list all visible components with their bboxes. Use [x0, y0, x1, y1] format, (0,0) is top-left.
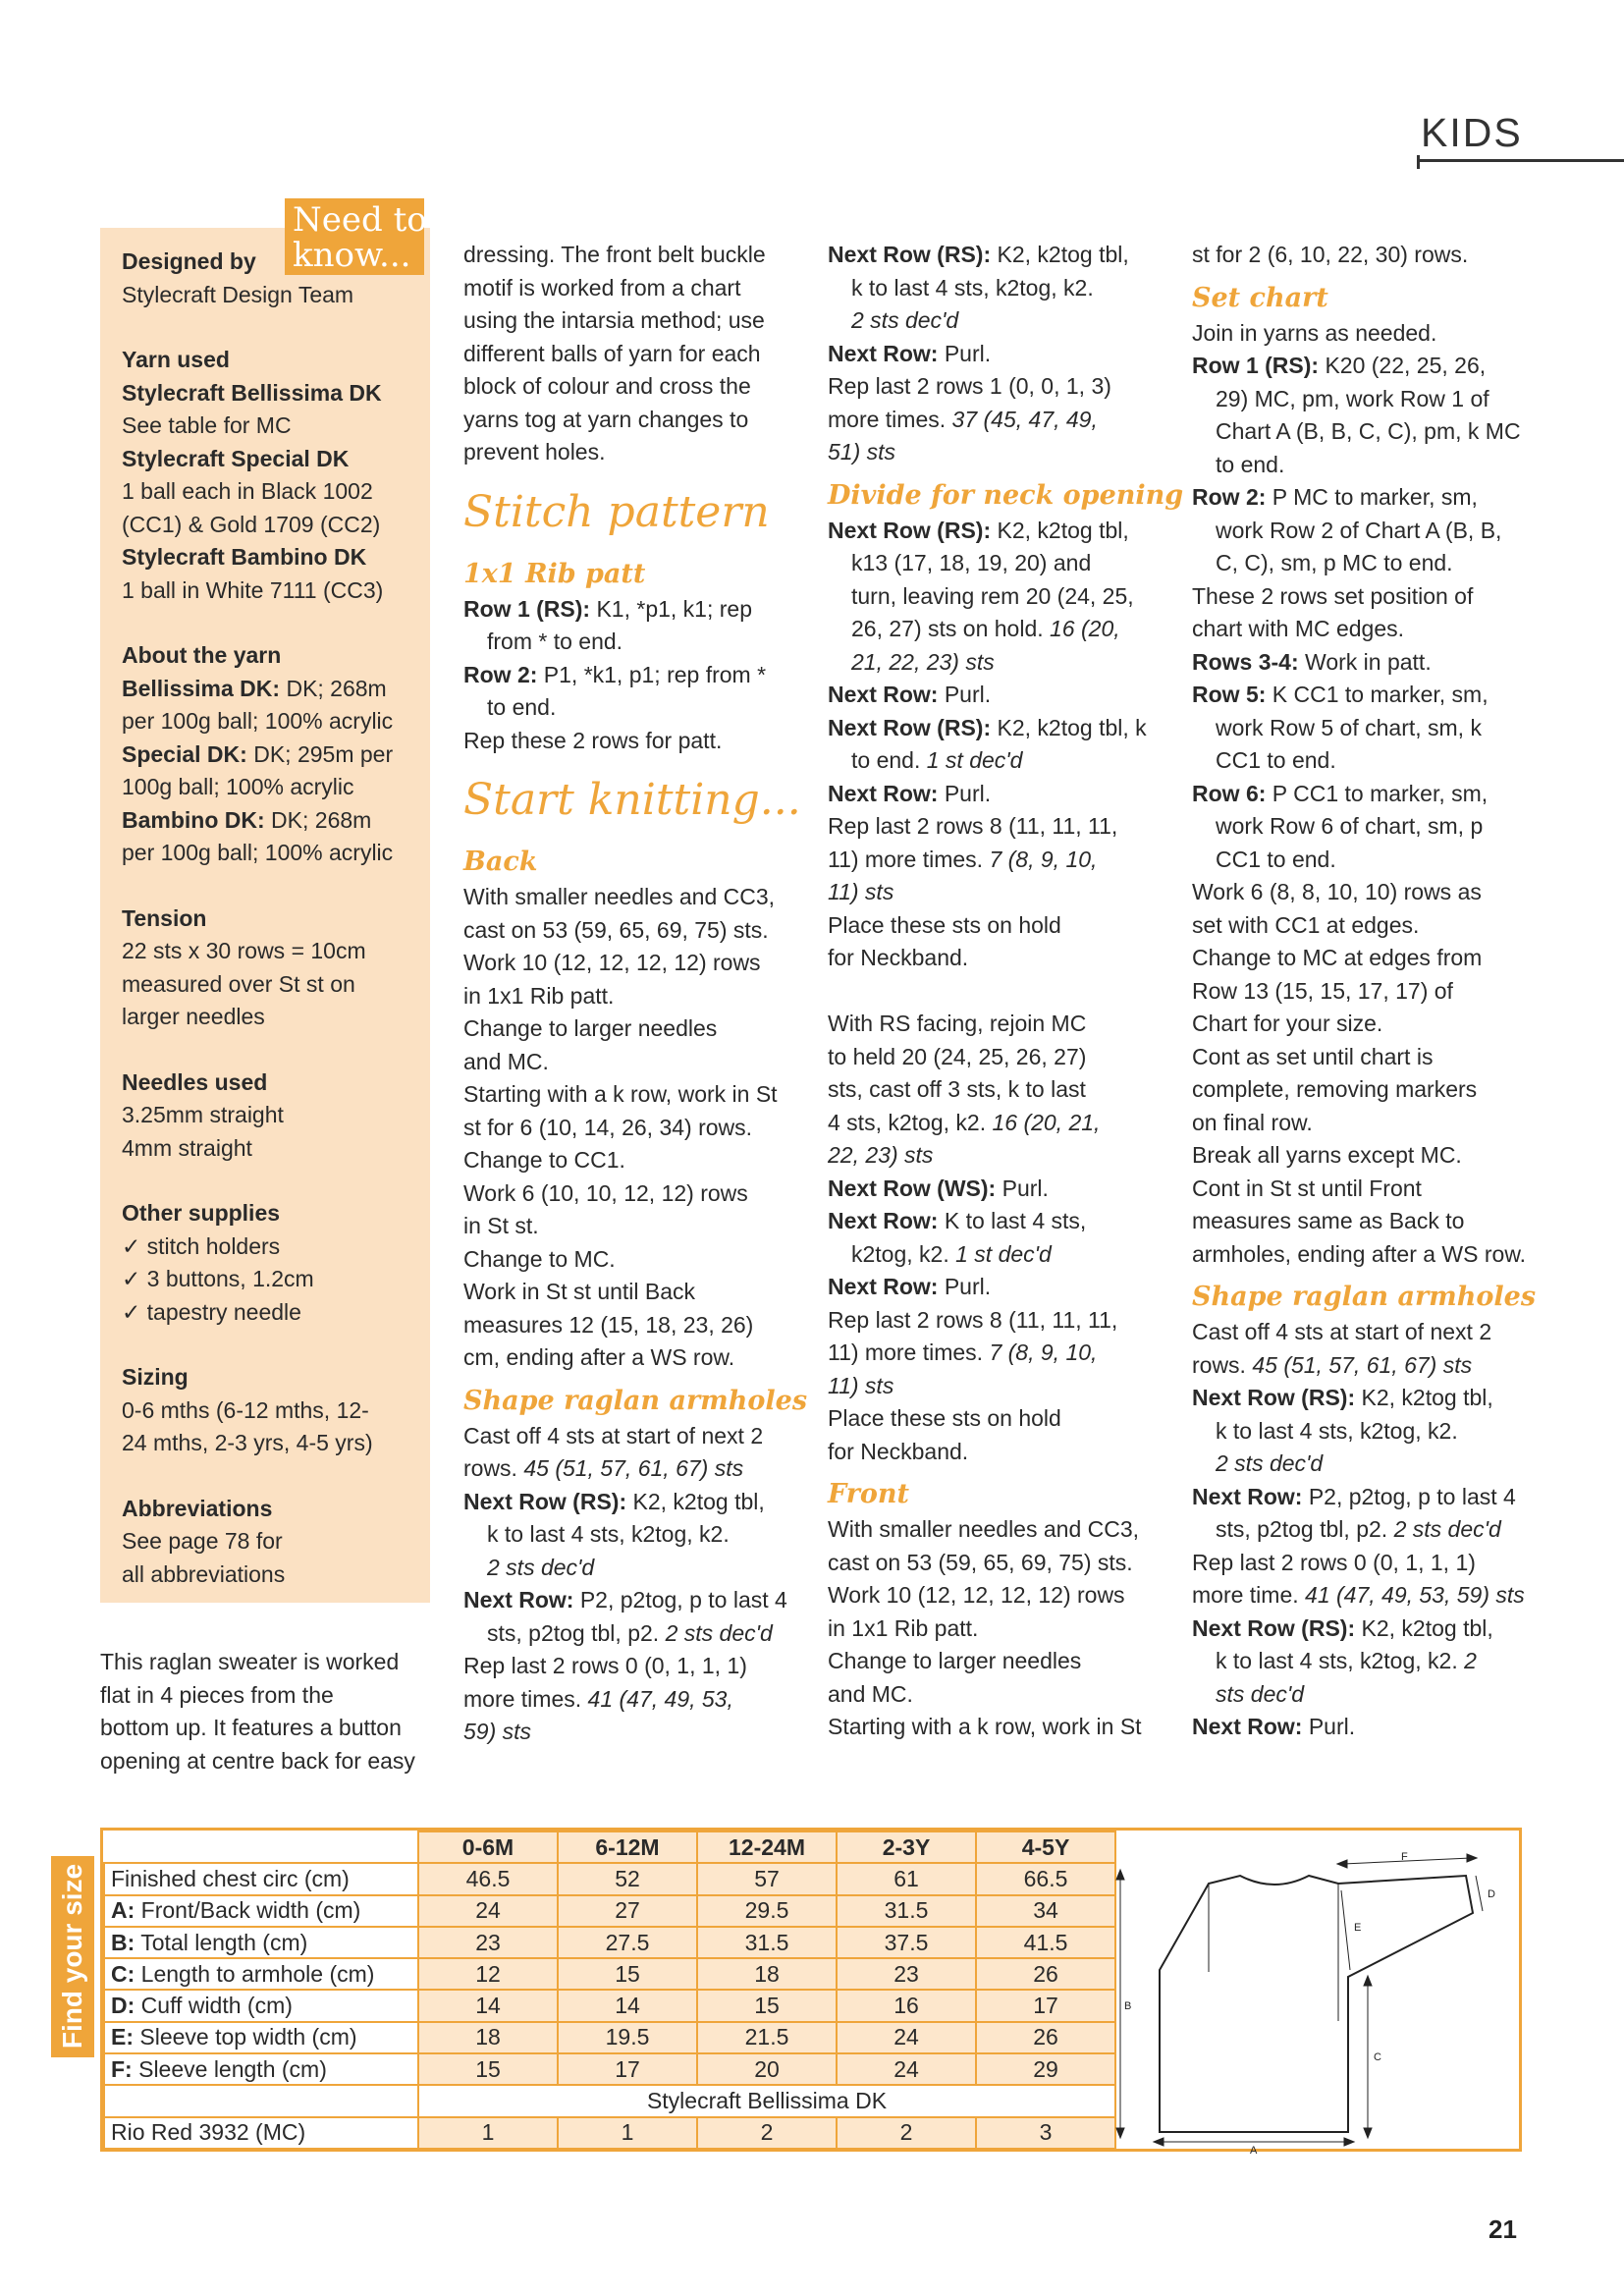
measurement-value: 19.5 — [558, 2022, 697, 2053]
yarn-2-name: Stylecraft Special DK — [122, 445, 350, 471]
intro-text: This raglan sweater is worked flat in 4 pieces from the bottom up. It features a button opening at centre back for easy — [100, 1649, 415, 1774]
measurement-value: 15 — [558, 1958, 697, 1990]
yarn-2-note: 1 ball each in Black 1002 — [122, 478, 373, 504]
supply-item: ✓ tapestry needle — [122, 1298, 301, 1325]
sidebar-content — [122, 246, 421, 1623]
about-yarn-2-text: 100g ball; 100% acrylic — [122, 774, 354, 799]
measurement-value: 37.5 — [837, 1927, 976, 1958]
measurement-value: 34 — [976, 1895, 1115, 1927]
abbreviations-label: Abbreviations — [122, 1495, 273, 1521]
sizing-line: 0-6 mths (6-12 mths, 12- — [122, 1396, 369, 1423]
yarn-3-note: 1 ball in White 7111 (CC3) — [122, 576, 384, 603]
intro-continued: motif is worked from a chart — [463, 274, 741, 301]
table-row — [104, 2022, 1115, 2053]
measurement-value: 16 — [837, 1990, 976, 2021]
table-row — [104, 1990, 1115, 2021]
section-rule — [1417, 159, 1624, 162]
measurement-value: 18 — [697, 1958, 837, 1990]
set-chart-heading: Set chart — [1192, 282, 1328, 313]
diagram-label-d: D — [1488, 1888, 1495, 1900]
measurement-value: 61 — [837, 1863, 976, 1894]
measurement-label: E: Sleeve top width (cm) — [104, 2022, 418, 2053]
intro-continued: dressing. The front belt buckle — [463, 242, 766, 267]
section-tag: KIDS — [1421, 110, 1523, 155]
measurement-value: 31.5 — [697, 1927, 837, 1958]
diagram-label-e: E — [1354, 1922, 1362, 1934]
yarn-heading-spacer — [104, 2085, 418, 2116]
measurement-value: 12 — [418, 1958, 558, 1990]
about-yarn-block — [122, 639, 421, 870]
tension-label: Tension — [122, 904, 207, 931]
yarn-heading-row — [104, 2085, 1115, 2116]
needle-item: 3.25mm straight — [122, 1102, 284, 1127]
measurement-value: 24 — [837, 2022, 976, 2053]
measurement-value: 21.5 — [697, 2022, 837, 2053]
stitch-pattern-heading: Stitch pattern — [463, 486, 770, 537]
intro-continued: block of colour and cross the — [463, 373, 751, 399]
measurement-value: 15 — [418, 2053, 558, 2085]
intro-continued: different balls of yarn for each — [463, 340, 761, 366]
needle-item: 4mm straight — [122, 1134, 252, 1161]
abbreviations-line: all abbreviations — [122, 1560, 286, 1587]
diagram-label-c: C — [1374, 2051, 1381, 2063]
designed-by-value: Stylecraft Design Team — [122, 281, 354, 307]
rib-pattern-heading: 1x1 Rib patt — [463, 558, 646, 589]
sizing-line: 24 mths, 2-3 yrs, 4-5 yrs) — [122, 1430, 373, 1455]
pattern-column-1: dressing. The front belt buckle motif is worked from a chart using the intarsia method; use different balls of yarn for each block of colour and cross the yarns tog at yarn changes to prevent holes. Stitch pattern 1x1 Rib patt Row 1 (RS): K1, *p1, k1; rep from * to end. Row 2: P1, *k1, p1; rep from * to end. Rep these 2 rows for patt. Start knitting... Back With smaller needles and CC3, cast on 53 (59, 65, 69, 75) sts. Work 10 (12, 12, 12, 12) rows in 1x1 Rib patt. Change to larger needles and MC. Starting with a k row, work in St st for 6 (10, 14, 26, 34) rows. Change to CC1. Work 6 (10, 10, 12, 12) rows in St st. Change to MC. Work in St st until Back measures 12 (15, 18, 23, 26) cm, ending after a WS row. Shape raglan armholes Cast off 4 sts at start of next 2 rows. 45 (51, 57, 61, 67) sts Next Row (RS): K2, k2tog tbl, k to last 4 sts, k2tog, k2. 2 sts dec'd Next Row: P2, p2tog, p to last 4 sts, p2tog tbl, p2. 2 sts dec'd Rep last 2 rows 0 (0, 1, 1, 1) more times. 41 (47, 49, 53, 59) sts — [463, 239, 805, 1749]
yarn-3-name: Stylecraft Bambino DK — [122, 544, 367, 570]
table-row — [104, 2117, 1115, 2149]
about-yarn-3-text: DK; 268m — [264, 806, 372, 833]
need-to-know-tab: Need to know... — [285, 198, 424, 275]
measurement-value: 29.5 — [697, 1895, 837, 1927]
yarn-used-block — [122, 344, 421, 607]
designed-by-label: Designed by — [122, 248, 256, 274]
diagram-label-b: B — [1124, 2000, 1132, 2012]
tension-block — [122, 902, 421, 1034]
needles-label: Needles used — [122, 1068, 268, 1095]
tension-line: 22 sts x 30 rows = 10cm — [122, 938, 366, 963]
yarn-1-note: See table for MC — [122, 412, 292, 438]
page-number: 21 — [1489, 2214, 1517, 2244]
yarn-quantity: 2 — [837, 2117, 976, 2149]
diagram-label-a: A — [1250, 2145, 1258, 2157]
measurement-label: Finished chest circ (cm) — [104, 1863, 418, 1894]
size-header-row — [104, 1831, 1115, 1863]
size-header: 4-5Y — [976, 1831, 1115, 1863]
yarn-1-name: Stylecraft Bellissima DK — [122, 379, 382, 406]
raglan-heading-back: Shape raglan armholes — [463, 1385, 808, 1416]
size-header: 12-24M — [697, 1831, 837, 1863]
measurement-label: C: Length to armhole (cm) — [104, 1958, 418, 1990]
pattern-column-2: Next Row (RS): K2, k2tog tbl, k to last 4 sts, k2tog, k2. 2 sts dec'd Next Row: Purl. Rep last 2 rows 1 (0, 0, 1, 3) more times. 37 (45, 47, 49, 51) sts Divide for neck opening Next Row (RS): K2, k2tog tbl, k13 (17, 18, 19, 20) and turn, leaving rem 20 (24, 25, 26, 27) sts on hold. 16 (20, 21, 22, 23) sts Next Row: Purl. Next Row (RS): K2, k2tog tbl, k to end. 1 st dec'd Next Row: Purl. Rep last 2 rows 8 (11, 11, 11, 11) more times. 7 (8, 9, 10, 11) sts Place these sts on hold for Neckband. With RS facing, rejoin MC to held 20 (24, 25, 26, 27) sts, cast off 3 sts, k to last 4 sts, k2tog, k2. 16 (20, 21, 22, 23) sts Next Row (WS): Purl. Next Row: K to last 4 sts, k2tog, k2. 1 st dec'd Next Row: Purl. Rep last 2 rows 8 (11, 11, 11, 11) more times. 7 (8, 9, 10, 11) sts Place these sts on hold for Neckband. Front With smaller needles and CC3, cast on 53 (59, 65, 69, 75) sts. Work 10 (12, 12, 12, 12) rows in 1x1 Rib patt. Change to larger needles and MC. Starting with a k row, work in St — [828, 242, 1184, 1739]
garment-outline — [1160, 1876, 1473, 2132]
measurement-value: 27.5 — [558, 1927, 697, 1958]
sizing-label: Sizing — [122, 1364, 189, 1390]
size-header: 2-3Y — [837, 1831, 976, 1863]
measurement-label: D: Cuff width (cm) — [104, 1990, 418, 2021]
measurement-value: 15 — [697, 1990, 837, 2021]
measurement-label: A: Front/Back width (cm) — [104, 1895, 418, 1927]
needles-block — [122, 1066, 421, 1166]
measurement-value: 66.5 — [976, 1863, 1115, 1894]
about-yarn-3-name: Bambino DK: — [122, 806, 265, 833]
size-header: 6-12M — [558, 1831, 697, 1863]
intro-continued: yarns tog at yarn changes to — [463, 406, 749, 432]
about-yarn-1-text: per 100g ball; 100% acrylic — [122, 708, 394, 734]
measurement-value: 20 — [697, 2053, 837, 2085]
about-yarn-1-name: Bellissima DK: — [122, 675, 281, 701]
neck-opening-heading: Divide for neck opening — [828, 479, 1184, 511]
measurement-value: 52 — [558, 1863, 697, 1894]
raglan-heading-front: Shape raglan armholes — [1192, 1282, 1537, 1312]
measurement-value: 23 — [418, 1927, 558, 1958]
intro-continued: prevent holes. — [463, 439, 606, 465]
pattern-column-3: st for 2 (6, 10, 22, 30) rows. Set chart Join in yarns as needed. Row 1 (RS): K20 (22, 25, 26, 29) MC, pm, work Row 1 of Chart A (B, B, C, C), pm, k MC to end. Row 2: P MC to marker, sm, work Row 2 of Chart A (B, B, C, C), sm, p MC to end. These 2 rows set position of chart with MC edges. Rows 3-4: Work in patt. Row 5: K CC1 to marker, sm, work Row 5 of chart, sm, k CC1 to end. Row 6: P CC1 to marker, sm, work Row 6 of chart, sm, p CC1 to end. Work 6 (8, 8, 10, 10) rows as set with CC1 at edges. Change to MC at edges from Row 13 (15, 15, 17, 17) of Chart for your size. Cont as set until chart is complete, removing markers on final row. Break all yarns except MC. Cont in St st until Front measures same as Back to armholes, ending after a WS row. Shape raglan armholes Cast off 4 sts at start of next 2 rows. 45 (51, 57, 61, 67) sts Next Row (RS): K2, k2tog tbl, k to last 4 sts, k2tog, k2. 2 sts dec'd Next Row: P2, p2tog, p to last 4 sts, p2tog tbl, p2. 2 sts dec'd Rep last 2 rows 0 (0, 1, 1, 1) more time. 41 (47, 49, 53, 59) sts Next Row (RS): K2, k2tog tbl, k to last 4 sts, k2tog, k2. 2 sts dec'd Next Row: Purl. — [1192, 242, 1537, 1739]
supply-item: ✓ stitch holders — [122, 1232, 281, 1259]
measurement-value: 26 — [976, 1958, 1115, 1990]
abbreviations-block — [122, 1493, 421, 1592]
table-row — [104, 2053, 1115, 2085]
measurement-label: F: Sleeve length (cm) — [104, 2053, 418, 2085]
measurement-value: 31.5 — [837, 1895, 976, 1927]
measurement-value: 18 — [418, 2022, 558, 2053]
table-row — [104, 1863, 1115, 1894]
supply-item: ✓ 3 buttons, 1.2cm — [122, 1266, 314, 1291]
measurement-value: 17 — [976, 1990, 1115, 2021]
tension-line: measured over St st on — [122, 970, 355, 997]
about-yarn-label: About the yarn — [122, 642, 282, 668]
size-header: 0-6M — [418, 1831, 558, 1863]
yarn-quantity: 1 — [558, 2117, 697, 2149]
table-row — [104, 1927, 1115, 1958]
sizing-block — [122, 1361, 421, 1460]
measurement-value: 24 — [837, 2053, 976, 2085]
yarn-quantity: 1 — [418, 2117, 558, 2149]
measurement-value: 41.5 — [976, 1927, 1115, 1958]
diagram-label-f: F — [1401, 1851, 1408, 1863]
yarn-quantity: 2 — [697, 2117, 837, 2149]
about-yarn-3-text: per 100g ball; 100% acrylic — [122, 840, 394, 865]
supplies-block — [122, 1197, 421, 1329]
tension-line: larger needles — [122, 1004, 265, 1029]
yarn-heading: Stylecraft Bellissima DK — [418, 2085, 1115, 2116]
yarn-used-label: Yarn used — [122, 347, 230, 372]
about-yarn-2-name: Special DK: — [122, 740, 247, 767]
start-knitting-heading: Start knitting... — [463, 775, 801, 825]
yarn-quantity: 3 — [976, 2117, 1115, 2149]
measurement-value: 46.5 — [418, 1863, 558, 1894]
garment-schematic — [1112, 1851, 1520, 2157]
measurement-label: B: Total length (cm) — [104, 1927, 418, 1958]
abbreviations-line: See page 78 for — [122, 1528, 283, 1554]
about-yarn-1-text: DK; 268m — [280, 675, 387, 701]
measurement-value: 27 — [558, 1895, 697, 1927]
table-row — [104, 1895, 1115, 1927]
yarn-colour-label: Rio Red 3932 (MC) — [104, 2117, 418, 2149]
measurement-value: 24 — [418, 1895, 558, 1927]
measurement-value: 23 — [837, 1958, 976, 1990]
size-table — [103, 1831, 1116, 2150]
designed-by-block — [122, 246, 421, 311]
find-your-size-label: Find your size — [57, 1863, 87, 2050]
table-row — [104, 1958, 1115, 1990]
measurement-value: 14 — [418, 1990, 558, 2021]
measurement-value: 14 — [558, 1990, 697, 2021]
measurement-value: 17 — [558, 2053, 697, 2085]
front-heading: Front — [828, 1479, 910, 1509]
measurement-value: 29 — [976, 2053, 1115, 2085]
yarn-2-note: (CC1) & Gold 1709 (CC2) — [122, 511, 381, 537]
size-header-spacer — [104, 1831, 418, 1863]
back-heading: Back — [463, 847, 538, 877]
about-yarn-2-text: DK; 295m per — [246, 740, 394, 767]
measurement-value: 57 — [697, 1863, 837, 1894]
section-rule-tick — [1417, 155, 1420, 169]
intro-continued: using the intarsia method; use — [463, 307, 765, 333]
supplies-label: Other supplies — [122, 1200, 281, 1226]
measurement-value: 26 — [976, 2022, 1115, 2053]
